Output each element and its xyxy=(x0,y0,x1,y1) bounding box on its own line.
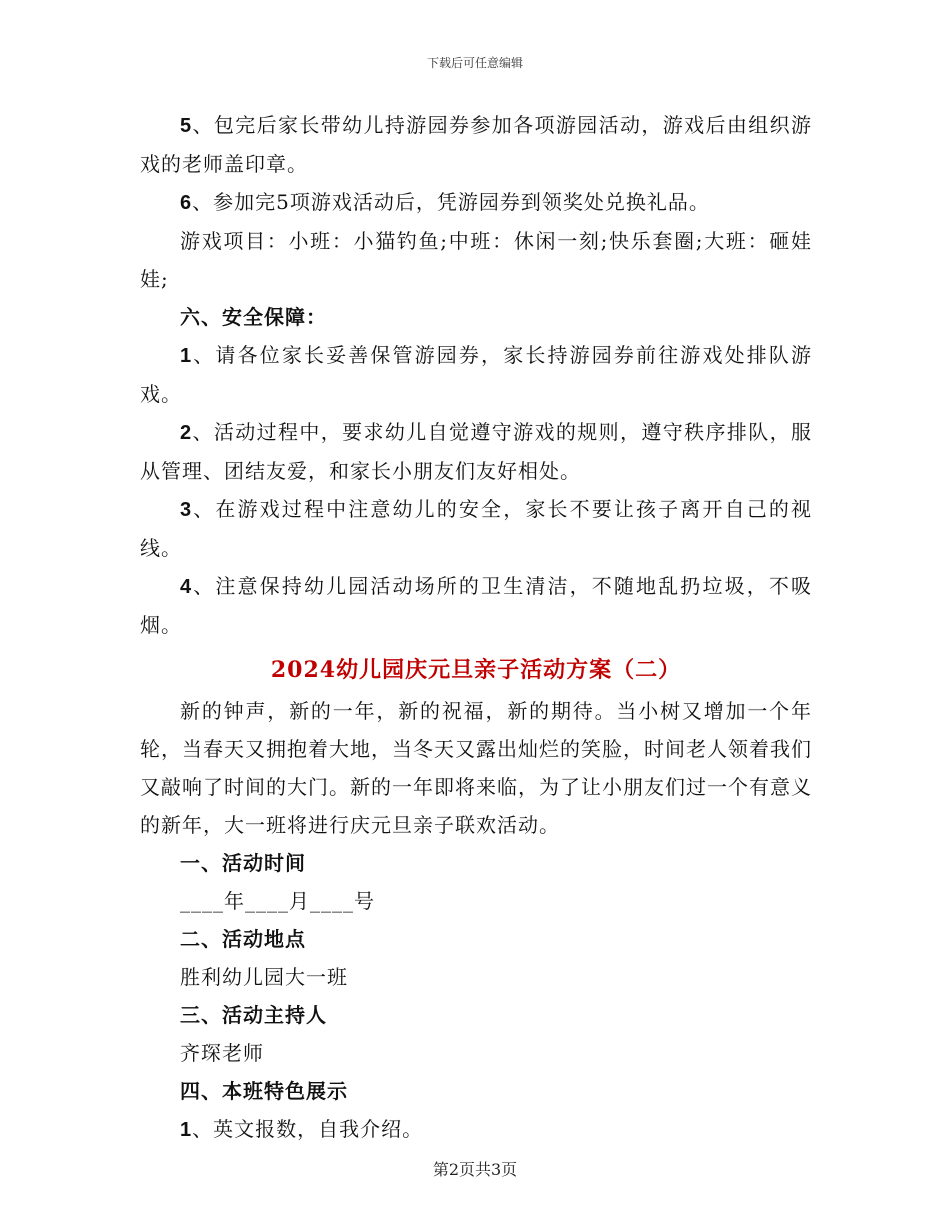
item-text: 、注意保持幼儿园活动场所的卫生清洁，不随地乱扔垃圾，不吸烟。 xyxy=(140,574,812,637)
paragraph-show-1 xyxy=(140,1110,812,1149)
paragraph-safety-1 xyxy=(140,336,812,413)
section-title: 2024幼儿园庆元旦亲子活动方案（二） xyxy=(270,657,682,683)
heading-activity-host: 三、活动主持人 xyxy=(180,1003,327,1027)
heading-activity-location: 二、活动地点 xyxy=(180,927,306,951)
heading-class-showcase: 四、本班特色展示 xyxy=(180,1079,348,1103)
item-text: 、包完后家长带幼儿持游园券参加各项游园活动，游戏后由组织游戏的老师盖印章。 xyxy=(140,113,812,176)
paragraph-safety-3 xyxy=(140,490,812,567)
paragraph-item-6 xyxy=(140,183,812,222)
paragraph-intro: 新的钟声，新的一年，新的祝福，新的期待。当小树又增加一个年轮，当春天又拥抱着大地，当冬天又露出灿烂的笑脸，时间老人领着我们又敲响了时间的大门。新的一年即将来临，为了让小朋友们过一个有意义的新年，大一班将进行庆元旦亲子联欢活动。 xyxy=(140,699,812,837)
item-text: 、英文报数，自我介绍。 xyxy=(192,1117,424,1141)
paragraph-safety-2 xyxy=(140,413,812,490)
item-number: 2 xyxy=(180,422,193,444)
paragraph-games: 游戏项目：小班：小猫钓鱼;中班：休闲一刻;快乐套圈;大班：砸娃娃; xyxy=(140,229,812,291)
item-number: 6 xyxy=(180,192,193,214)
heading-activity-time: 一、活动时间 xyxy=(180,851,306,875)
item-text: 、活动过程中，要求幼儿自觉遵守游戏的规则，遵守秩序排队，服从管理、团结友爱，和家长小朋友们友好相处。 xyxy=(140,420,812,483)
item-number: 1 xyxy=(180,1119,193,1141)
paragraph-safety-4 xyxy=(140,567,812,644)
item-number: 4 xyxy=(180,576,193,598)
paragraph-date: ____年____月____号 xyxy=(180,889,375,913)
item-text: 、在游戏过程中注意幼儿的安全，家长不要让孩子离开自己的视线。 xyxy=(140,497,812,560)
item-number: 1 xyxy=(180,345,193,367)
paragraph-host: 齐琛老师 xyxy=(180,1041,264,1065)
header-note: 下载后可任意编辑 xyxy=(426,56,523,70)
item-number: 5 xyxy=(180,115,193,137)
paragraph-location: 胜利幼儿园大一班 xyxy=(180,965,348,989)
document-body xyxy=(140,106,812,1149)
item-text: 、参加完5项游戏活动后，凭游园券到领奖处兑换礼品。 xyxy=(192,190,710,214)
paragraph-item-5 xyxy=(140,106,812,183)
item-text: 、请各位家长妥善保管游园券，家长持游园券前往游戏处排队游戏。 xyxy=(140,343,812,406)
heading-safety: 六、安全保障： xyxy=(180,305,327,329)
page-number-footer: 第2页共3页 xyxy=(432,1160,518,1179)
item-number: 3 xyxy=(180,499,193,521)
